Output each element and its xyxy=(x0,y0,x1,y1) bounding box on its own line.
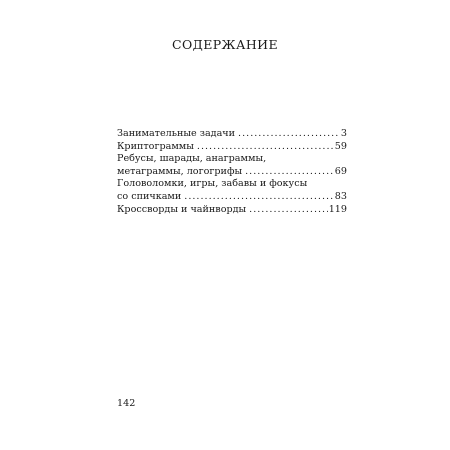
table-of-contents xyxy=(117,128,347,216)
dot-leader xyxy=(238,128,340,141)
toc-entry xyxy=(117,128,347,141)
dot-leader xyxy=(249,204,328,217)
dot-leader xyxy=(184,191,334,204)
toc-entry-title-continued: метаграммы, логогрифы xyxy=(117,165,243,177)
toc-entry xyxy=(117,204,347,217)
toc-entry-page: 69 xyxy=(334,165,347,177)
dot-leader xyxy=(197,141,334,154)
toc-entry-page: 119 xyxy=(328,203,347,215)
toc-entry-page: 83 xyxy=(334,190,347,202)
page-title: СОДЕРЖАНИЕ xyxy=(172,37,278,52)
toc-entry-page: 3 xyxy=(340,128,347,139)
toc-entry xyxy=(117,153,347,178)
dot-leader xyxy=(245,166,334,179)
toc-entry-title: Криптограммы xyxy=(117,140,194,152)
toc-entry xyxy=(117,178,347,203)
toc-entry-title: Кроссворды и чайнворды xyxy=(117,203,247,215)
toc-entry-page: 59 xyxy=(334,140,347,152)
toc-entry xyxy=(117,141,347,154)
toc-entry-title: Ребусы, шарады, анаграммы, xyxy=(117,153,267,165)
page-number: 142 xyxy=(117,398,136,409)
toc-entry-title-continued: со спичками xyxy=(117,190,182,202)
toc-entry-title: Головоломки, игры, забавы и фокусы xyxy=(117,178,308,190)
toc-entry-title: Занимательные задачи xyxy=(117,128,236,139)
